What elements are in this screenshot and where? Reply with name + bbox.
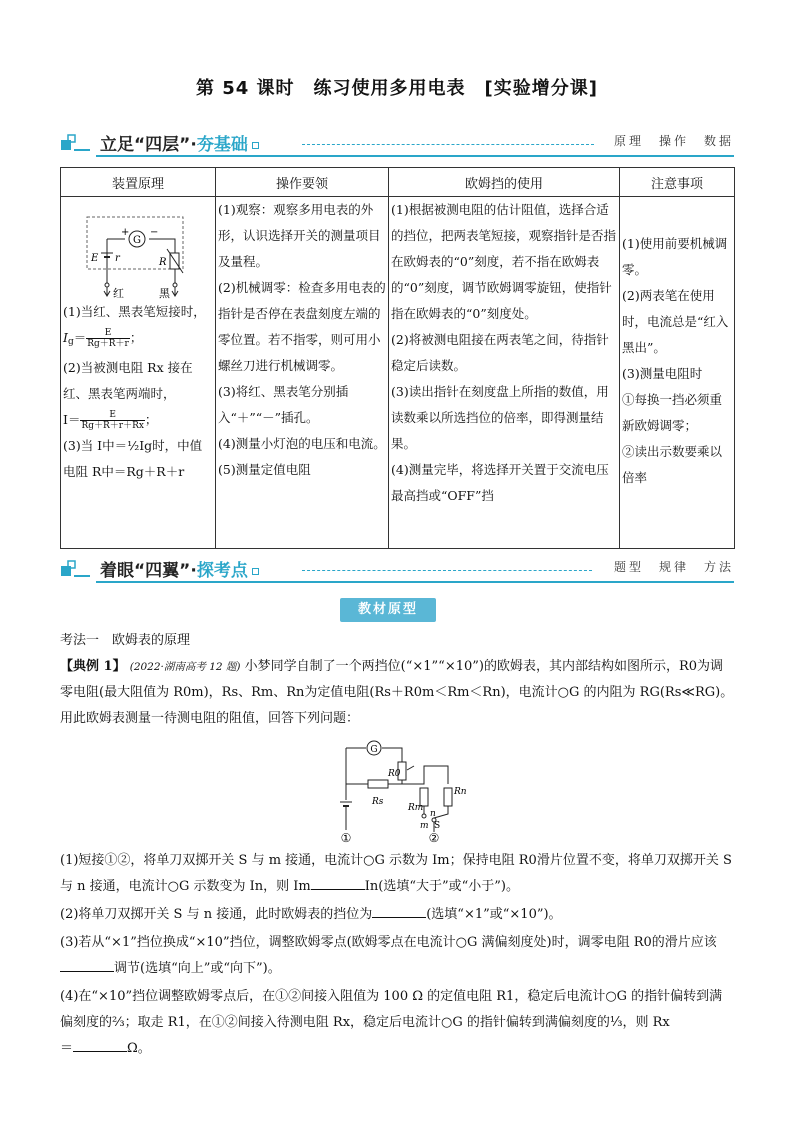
operation-step: (5)测量定值电阻: [218, 462, 311, 477]
section-badge-icon: [60, 132, 94, 154]
ohm-step: (3)读出指针在刻度盘上所指的数值，用读数乘以所选挡位的倍率，即得测量结果。: [391, 384, 609, 451]
answer-blank[interactable]: [372, 903, 426, 918]
answer-blank[interactable]: [73, 1037, 127, 1052]
svg-text:Rs: Rs: [372, 797, 384, 807]
svg-text:n: n: [430, 809, 436, 819]
example-source: (2022·湖南高考 12 题): [129, 661, 241, 673]
svg-text:r: r: [115, 253, 120, 264]
svg-text:②: ②: [428, 831, 440, 845]
answer-blank[interactable]: [60, 957, 114, 972]
operation-step: (3)将红、黑表笔分别插入“＋”“－”插孔。: [218, 384, 349, 425]
section-tags: 题型 规律 方法: [608, 558, 734, 575]
section-header-foundation: [60, 130, 734, 156]
svg-text:R0: R0: [388, 769, 401, 779]
principle-mid-resistance: (3)当 I中＝½Ig时，中值电阻 R中＝Rg＋R＋r: [63, 438, 203, 479]
cell-notes: [620, 197, 735, 549]
answer-blank[interactable]: [311, 875, 365, 890]
galvanometer-label: G: [133, 235, 141, 246]
example-label: 【典例 1】: [60, 659, 126, 674]
header-notes: 注意事项: [620, 168, 735, 197]
ohm-step: (2)将被测电阻接在两表笔之间，待指针稳定后读数。: [391, 332, 609, 373]
ohm-step: (1)根据被测电阻的估计阻值，选择合适的挡位，把两表笔短接，观察指针是否指在欧姆表的“0”刻度，若不指在欧姆表的“0”刻度，调节欧姆调零旋钮，使指针指在欧姆表的“0”刻度处。: [391, 202, 617, 321]
svg-text:Rm: Rm: [408, 803, 424, 813]
svg-text:①: ①: [340, 831, 352, 845]
header-operation: 操作要领: [216, 168, 389, 197]
svg-text:R: R: [159, 257, 167, 268]
example-1: [60, 654, 734, 732]
svg-text:m: m: [420, 821, 429, 831]
principle-with-rx: (2)当被测电阻 Rx 接在红、黑表笔两端时， I＝ $\frac{E}{Rg+R+r+Rx}$ ；: [63, 360, 193, 431]
ohmmeter-circuit-diagram: [63, 199, 211, 299]
section-underline: [96, 155, 734, 157]
page-title: 第 54 课时 练习使用多用电表 [实验增分课]: [195, 78, 599, 99]
svg-text:−: −: [150, 227, 159, 238]
svg-text:黑: 黑: [159, 287, 170, 299]
note-item: (2)两表笔在使用时，电流总是“红入黑出”。: [622, 288, 729, 355]
note-item: (3)测量电阻时: [622, 366, 703, 381]
cell-principle: [61, 197, 216, 549]
header-principle: 装置原理: [61, 168, 216, 197]
dashed-rule: [302, 144, 594, 145]
section-heading: 立足“四层”·夯基础: [100, 130, 259, 155]
method-title: 考法一 欧姆表的原理: [60, 633, 191, 648]
principle-short-circuit: (1)当红、黑表笔短接时，$I_g=$ $\frac{E}{Rg+R+r}$ ；: [63, 304, 206, 349]
cell-operation: [216, 197, 389, 549]
operation-step: (1)观察：观察多用电表的外形，认识选择开关的测量项目及量程。: [218, 202, 381, 269]
note-item: ①每换一挡必须重新欧姆调零；: [622, 392, 723, 433]
ohm-step: (4)测量完毕，将选择开关置于交流电压最高挡或“OFF”挡: [391, 462, 609, 503]
section-underline: [96, 581, 734, 583]
question-2: (2)将单刀双掷开关 S 与 n 接通，此时欧姆表的挡位为 (选填“×1”或“×10”)。: [60, 902, 734, 928]
section-tags: 原理 操作 数据: [608, 132, 734, 149]
svg-text:红: 红: [113, 287, 124, 299]
textbook-prototype-badge: 教材原型: [340, 598, 436, 622]
example-intro: 小梦同学自制了一个两挡位(“×1”“×10”)的欧姆表，其内部结构如图所示，R0为调零电阻(最大阻值为 R0m)，Rs、Rm、Rn为定值电阻(Rs＋R0m＜Rm＜Rn)，电流计○G 的内阻为 RG(Rs≪RG)。用此欧姆表测量一待测电阻的阻值，回答下列问题：: [60, 659, 734, 726]
svg-text:Rn: Rn: [454, 787, 467, 797]
svg-text:E: E: [91, 253, 99, 264]
cell-ohm-usage: [389, 197, 620, 549]
galvanometer-label: G: [370, 745, 378, 755]
svg-text:S: S: [434, 821, 441, 831]
question-1: (1)短接①②，将单刀双掷开关 S 与 m 接通，电流计○G 示数为 Im；保持电阻 R0滑片位置不变，将单刀双掷开关 S 与 n 接通，电流计○G 示数变为 In，则 Im In(选填“大于”或“小于”)。: [60, 853, 732, 894]
svg-text:+: +: [121, 227, 130, 238]
question-4: (4)在“×10”挡位调整欧姆零点后，在①②间接入阻值为 100 Ω 的定值电阻 R1，稳定后电流计○G 的指针偏转到满偏刻度的⅔；取走 R1，在①②间接入待测电阻 Rx，稳定后电流计○G 的指针偏转到满偏刻度的⅓，则 Rx ＝ Ω。: [60, 989, 723, 1056]
summary-table: [60, 167, 735, 549]
dashed-rule: [302, 570, 592, 571]
note-item: ②读出示数要乘以倍率: [622, 444, 723, 485]
operation-step: (2)机械调零：检查多用电表的指针是否停在表盘刻度左端的零位置。若不指零，则可用小螺丝刀进行机械调零。: [218, 280, 386, 373]
section-heading: 着眼“四翼”·探考点: [100, 556, 259, 581]
note-item: (1)使用前要机械调零。: [622, 236, 728, 277]
section-header-exam: [60, 556, 734, 582]
ohmmeter-structure-diagram: [330, 740, 470, 846]
operation-step: (4)测量小灯泡的电压和电流。: [218, 436, 386, 451]
question-3: (3)若从“×1”挡位换成“×10”挡位，调整欧姆零点(欧姆零点在电流计○G 满偏刻度处)时，调零电阻 R0的滑片应该调节(选填“向上”或“向下”)。: [60, 935, 717, 976]
header-ohm-usage: 欧姆挡的使用: [389, 168, 620, 197]
section-badge-icon: [60, 558, 94, 580]
